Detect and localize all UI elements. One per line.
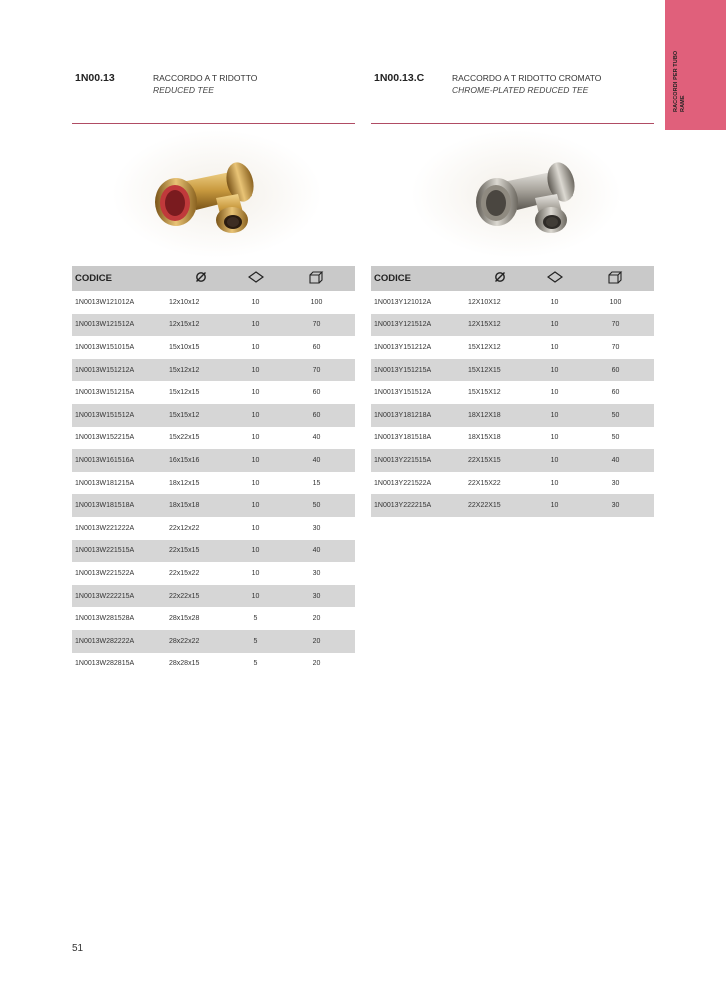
- table-row: [371, 404, 654, 427]
- box-qty-cell: 50: [611, 434, 620, 442]
- size-cell: 22x12x22: [169, 524, 200, 532]
- size-cell: 22X15X22: [468, 479, 501, 487]
- box-qty-cell: 70: [312, 321, 321, 329]
- table-row: [72, 472, 355, 495]
- pack-qty-cell: 10: [251, 411, 260, 419]
- pack-qty-cell: 10: [251, 524, 260, 532]
- pack-qty-cell: 10: [550, 343, 559, 351]
- table-row: [72, 336, 355, 359]
- table-row: [72, 449, 355, 472]
- pack-qty-cell: 10: [550, 298, 559, 306]
- table-row: [72, 607, 355, 630]
- pack-qty-cell: 10: [251, 479, 260, 487]
- table-header-row: [371, 266, 654, 291]
- size-cell: 12x10x12: [169, 298, 200, 306]
- table-row: [72, 562, 355, 585]
- pack-qty-cell: 10: [550, 389, 559, 397]
- section-divider: [72, 123, 355, 124]
- size-cell: 18x12x15: [169, 479, 200, 487]
- size-cell: 12x15x12: [169, 321, 200, 329]
- box-qty-cell: 100: [310, 298, 323, 306]
- table-row: [72, 494, 355, 517]
- table-row: [371, 381, 654, 404]
- size-cell: 22x22x15: [169, 592, 200, 600]
- product-desc-en: REDUCED TEE: [153, 85, 214, 95]
- pack-qty-cell: 10: [251, 434, 260, 442]
- pack-qty-cell: 10: [550, 502, 559, 510]
- box-qty-cell: 20: [312, 637, 321, 645]
- table-row: [72, 630, 355, 653]
- table-row: [371, 336, 654, 359]
- product-code-cell: 1N0013Y151215A: [374, 366, 432, 374]
- small-pack-icon: [532, 266, 577, 291]
- table-row: [72, 291, 355, 314]
- box-qty-cell: 50: [611, 411, 620, 419]
- product-desc-it: RACCORDO A T RIDOTTO CROMATO: [452, 73, 602, 83]
- product-table-right: [371, 266, 654, 517]
- product-code-cell: 1N0013W282815A: [75, 660, 135, 668]
- size-cell: 15x22x15: [169, 434, 200, 442]
- box-qty-cell: 60: [312, 343, 321, 351]
- product-desc-it: RACCORDO A T RIDOTTO: [153, 73, 258, 83]
- product-code-cell: 1N0013W151212A: [75, 366, 135, 374]
- box-icon: [278, 266, 355, 291]
- pack-qty-cell: 10: [251, 456, 260, 464]
- size-cell: 22x15x22: [169, 569, 200, 577]
- size-cell: 28x15x28: [169, 615, 200, 623]
- box-qty-cell: 20: [312, 615, 321, 623]
- pack-qty-cell: 10: [251, 592, 260, 600]
- box-qty-cell: 70: [312, 366, 321, 374]
- size-cell: 28x28x15: [169, 660, 200, 668]
- table-row: [72, 585, 355, 608]
- size-cell: 22X22X15: [468, 502, 501, 510]
- page-number: 51: [72, 943, 84, 954]
- product-code-cell: 1N0013W151015A: [75, 343, 135, 351]
- product-code-cell: 1N0013W222215A: [75, 592, 135, 600]
- size-cell: 18X12X18: [468, 411, 501, 419]
- size-cell: 15x10x15: [169, 343, 200, 351]
- box-qty-cell: 40: [312, 547, 321, 555]
- category-line-2: RAME: [680, 95, 686, 112]
- product-code-cell: 1N0013Y222215A: [374, 502, 432, 510]
- table-row: [371, 427, 654, 450]
- box-qty-cell: 30: [312, 569, 321, 577]
- size-cell: 18X15X18: [468, 434, 501, 442]
- table-row: [371, 314, 654, 337]
- pack-qty-cell: 10: [251, 389, 260, 397]
- small-pack-icon: [233, 266, 278, 291]
- table-row: [371, 291, 654, 314]
- pack-qty-cell: 10: [550, 434, 559, 442]
- product-code-cell: 1N0013W152215A: [75, 434, 135, 442]
- size-cell: 12X15X12: [468, 321, 501, 329]
- product-code: 1N00.13.C: [374, 72, 425, 84]
- box-qty-cell: 70: [611, 343, 620, 351]
- table-row: [72, 404, 355, 427]
- product-code-cell: 1N0013W161516A: [75, 456, 135, 464]
- product-code-cell: 1N0013W221522A: [75, 569, 135, 577]
- size-cell: 28x22x22: [169, 637, 200, 645]
- table-row: [371, 472, 654, 495]
- pack-qty-cell: 10: [251, 547, 260, 555]
- category-tab-label: [673, 42, 693, 112]
- product-code-cell: 1N0013Y151212A: [374, 343, 432, 351]
- size-cell: 15X15X12: [468, 389, 501, 397]
- product-code-cell: 1N0013W121012A: [75, 298, 135, 306]
- size-cell: 22x15x15: [169, 547, 200, 555]
- table-row: [72, 653, 355, 676]
- product-code: 1N00.13: [75, 72, 115, 84]
- size-cell: 15X12X12: [468, 343, 501, 351]
- product-code-cell: 1N0013W282222A: [75, 637, 135, 645]
- product-code-cell: 1N0013Y221522A: [374, 479, 432, 487]
- section-divider: [371, 123, 654, 124]
- product-table-left: [72, 266, 355, 675]
- size-cell: 15X12X15: [468, 366, 501, 374]
- product-code-cell: 1N0013Y151512A: [374, 389, 432, 397]
- box-qty-cell: 20: [312, 660, 321, 668]
- pack-qty-cell: 10: [251, 298, 260, 306]
- box-qty-cell: 30: [611, 502, 620, 510]
- box-qty-cell: 40: [611, 456, 620, 464]
- box-qty-cell: 60: [312, 389, 321, 397]
- pack-qty-cell: 10: [251, 502, 260, 510]
- table-row: [371, 359, 654, 382]
- table-header-row: [72, 266, 355, 291]
- product-code-cell: 1N0013W181215A: [75, 479, 135, 487]
- box-qty-cell: 50: [312, 502, 321, 510]
- pack-qty-cell: 10: [251, 366, 260, 374]
- product-code-cell: 1N0013W181518A: [75, 502, 135, 510]
- size-cell: 12X10X12: [468, 298, 501, 306]
- size-cell: 15x12x12: [169, 366, 200, 374]
- product-code-cell: 1N0013Y121512A: [374, 321, 432, 329]
- box-qty-cell: 30: [611, 479, 620, 487]
- size-cell: 22X15X15: [468, 456, 501, 464]
- product-code-cell: 1N0013Y121012A: [374, 298, 432, 306]
- table-row: [72, 359, 355, 382]
- size-cell: 16x15x16: [169, 456, 200, 464]
- box-qty-cell: 40: [312, 456, 321, 464]
- box-qty-cell: 100: [609, 298, 622, 306]
- codice-header: CODICE: [374, 273, 411, 284]
- pack-qty-cell: 10: [550, 321, 559, 329]
- box-icon: [577, 266, 654, 291]
- diameter-icon: [169, 266, 233, 291]
- box-qty-cell: 30: [312, 592, 321, 600]
- pack-qty-cell: 5: [253, 637, 258, 645]
- product-code-cell: 1N0013W121512A: [75, 321, 135, 329]
- product-code-cell: 1N0013Y181218A: [374, 411, 432, 419]
- product-code-cell: 1N0013W281528A: [75, 615, 135, 623]
- product-code-cell: 1N0013Y221515A: [374, 456, 432, 464]
- pack-qty-cell: 10: [251, 321, 260, 329]
- size-cell: 15x12x15: [169, 389, 200, 397]
- pack-qty-cell: 10: [251, 569, 260, 577]
- product-desc-en: CHROME-PLATED REDUCED TEE: [452, 85, 589, 95]
- box-qty-cell: 60: [312, 411, 321, 419]
- box-qty-cell: 60: [611, 389, 620, 397]
- box-qty-cell: 30: [312, 524, 321, 532]
- chrome-tee-image: [411, 130, 621, 258]
- pack-qty-cell: 10: [550, 366, 559, 374]
- box-qty-cell: 40: [312, 434, 321, 442]
- pack-qty-cell: 5: [253, 615, 258, 623]
- table-row: [371, 494, 654, 517]
- product-code-cell: 1N0013W151215A: [75, 389, 135, 397]
- table-row: [72, 540, 355, 563]
- table-row: [72, 381, 355, 404]
- box-qty-cell: 60: [611, 366, 620, 374]
- codice-header: CODICE: [75, 273, 112, 284]
- product-code-cell: 1N0013W221222A: [75, 524, 135, 532]
- product-code-cell: 1N0013Y181518A: [374, 434, 432, 442]
- table-row: [72, 517, 355, 540]
- box-qty-cell: 15: [312, 479, 321, 487]
- pack-qty-cell: 5: [253, 660, 258, 668]
- table-row: [72, 314, 355, 337]
- diameter-icon: [468, 266, 532, 291]
- box-qty-cell: 70: [611, 321, 620, 329]
- pack-qty-cell: 10: [550, 456, 559, 464]
- category-line-1: RACCORDI PER TUBO: [673, 50, 679, 112]
- size-cell: 18x15x18: [169, 502, 200, 510]
- table-row: [72, 427, 355, 450]
- pack-qty-cell: 10: [550, 411, 559, 419]
- product-code-cell: 1N0013W151512A: [75, 411, 135, 419]
- pack-qty-cell: 10: [251, 343, 260, 351]
- brass-tee-image: [112, 130, 322, 258]
- size-cell: 15x15x12: [169, 411, 200, 419]
- pack-qty-cell: 10: [550, 479, 559, 487]
- product-code-cell: 1N0013W221515A: [75, 547, 135, 555]
- table-row: [371, 449, 654, 472]
